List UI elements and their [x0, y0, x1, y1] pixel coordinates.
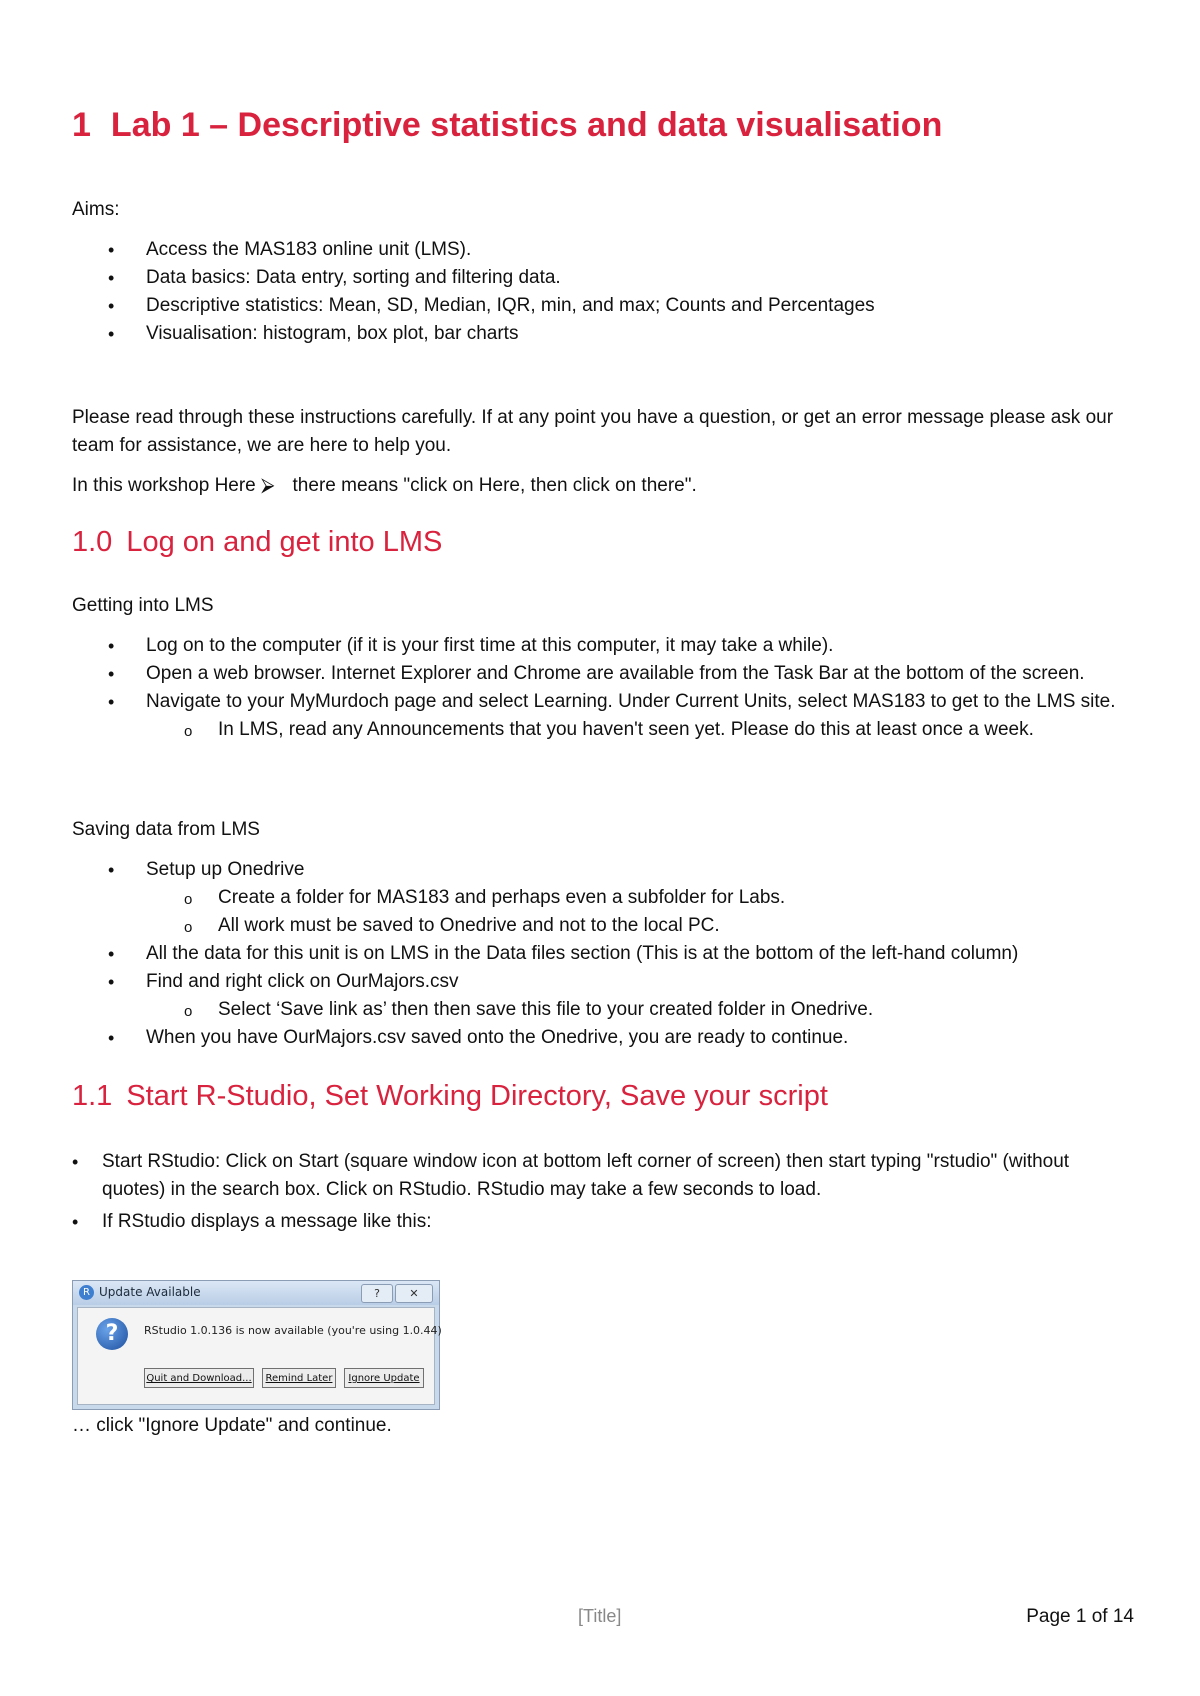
section-number: 1.1 — [72, 1080, 113, 1112]
footer-page-number: Page 1 of 14 — [1026, 1606, 1134, 1627]
sub-list-item: o Select ‘Save link as’ then then save this file to your created folder in Onedrive. — [72, 996, 1018, 1024]
sub-list-item: o Create a folder for MAS183 and perhaps even a subfolder for Labs. — [72, 884, 1018, 912]
list-item: • Data basics: Data entry, sorting and filtering data. — [72, 264, 875, 292]
list-item: • When you have OurMajors.csv saved onto the Onedrive, you are ready to continue. — [72, 1024, 1018, 1052]
sub-list-item: o In LMS, read any Announcements that you haven't seen yet. Please do this at least once a week. — [72, 716, 1146, 744]
ignore-update-button: Ignore Update — [344, 1368, 424, 1388]
dialog-body — [77, 1307, 442, 1405]
list-item: • Visualisation: histogram, box plot, bar charts — [72, 320, 875, 348]
getting-into-lms-list — [72, 632, 1146, 744]
close-icon: ✕ — [395, 1284, 433, 1303]
list-item: • If RStudio displays a message like this: — [72, 1208, 1132, 1236]
help-icon: ? — [361, 1284, 393, 1303]
section-number: 1.0 — [72, 526, 113, 558]
heading-lab-1 — [72, 106, 942, 145]
remind-later-button: Remind Later — [262, 1368, 336, 1388]
dialog-titlebar — [73, 1281, 439, 1305]
list-item: • Open a web browser. Internet Explorer and Chrome are available from the Task Bar at the bottom of the screen. — [72, 660, 1146, 688]
rstudio-list — [72, 1148, 1132, 1236]
list-item: • Find and right click on OurMajors.csv — [72, 968, 1018, 996]
list-item: • All the data for this unit is on LMS in the Data files section (This is at the bottom of the left-hand column) — [72, 940, 1018, 968]
list-item: • Descriptive statistics: Mean, SD, Median, IQR, min, and max; Counts and Percentages — [72, 292, 875, 320]
intro-paragraph: Please read through these instructions carefully. If at any point you have a question, or get an error message please ask our team for assistance, we are here to help you. — [72, 407, 1114, 456]
workshop-note — [72, 472, 697, 500]
footer-title: [Title] — [578, 1606, 622, 1626]
dialog-title: Update Available — [99, 1285, 201, 1299]
rstudio-app-icon: R — [79, 1285, 94, 1300]
quit-and-download-button: Quit and Download... — [144, 1368, 254, 1388]
getting-into-lms-label: Getting into LMS — [72, 595, 214, 616]
heading-number: 1 — [72, 106, 91, 144]
aims-label: Aims: — [72, 199, 120, 220]
heading-section-1-1 — [72, 1080, 828, 1113]
question-icon: ? — [96, 1318, 128, 1350]
list-item: • Access the MAS183 online unit (LMS). — [72, 236, 875, 264]
update-dialog-screenshot — [72, 1280, 440, 1410]
workshop-note-before: In this workshop Here — [72, 475, 262, 496]
heading-text: Lab 1 – Descriptive statistics and data visualisation — [110, 106, 943, 144]
saving-data-label: Saving data from LMS — [72, 819, 260, 840]
list-item: • Navigate to your MyMurdoch page and select Learning. Under Current Units, select MAS183 to get to the LMS site. — [72, 688, 1146, 716]
heading-section-1-0 — [72, 526, 442, 559]
list-item: • Start RStudio: Click on Start (square window icon at bottom left corner of screen) then start typing "rstudio" (without quotes) in the search box. Click on RStudio. RStudio may take a few seconds to load. — [72, 1148, 1132, 1204]
sub-list-item: o All work must be saved to Onedrive and not to the local PC. — [72, 912, 1018, 940]
section-title: Log on and get into LMS — [126, 526, 443, 558]
list-item: • Setup up Onedrive — [72, 856, 1018, 884]
aims-list — [72, 236, 875, 348]
after-image-text: … click "Ignore Update" and continue. — [72, 1415, 392, 1436]
saving-data-list — [72, 856, 1018, 1052]
arrow-icon: ⮚ — [261, 475, 275, 496]
list-item: • Log on to the computer (if it is your first time at this computer, it may take a while). — [72, 632, 1146, 660]
dialog-message: RStudio 1.0.136 is now available (you're using 1.0.44) — [144, 1324, 442, 1337]
workshop-note-after: there means "click on Here, then click on there". — [292, 475, 697, 496]
section-title: Start R-Studio, Set Working Directory, Save your script — [126, 1080, 828, 1112]
